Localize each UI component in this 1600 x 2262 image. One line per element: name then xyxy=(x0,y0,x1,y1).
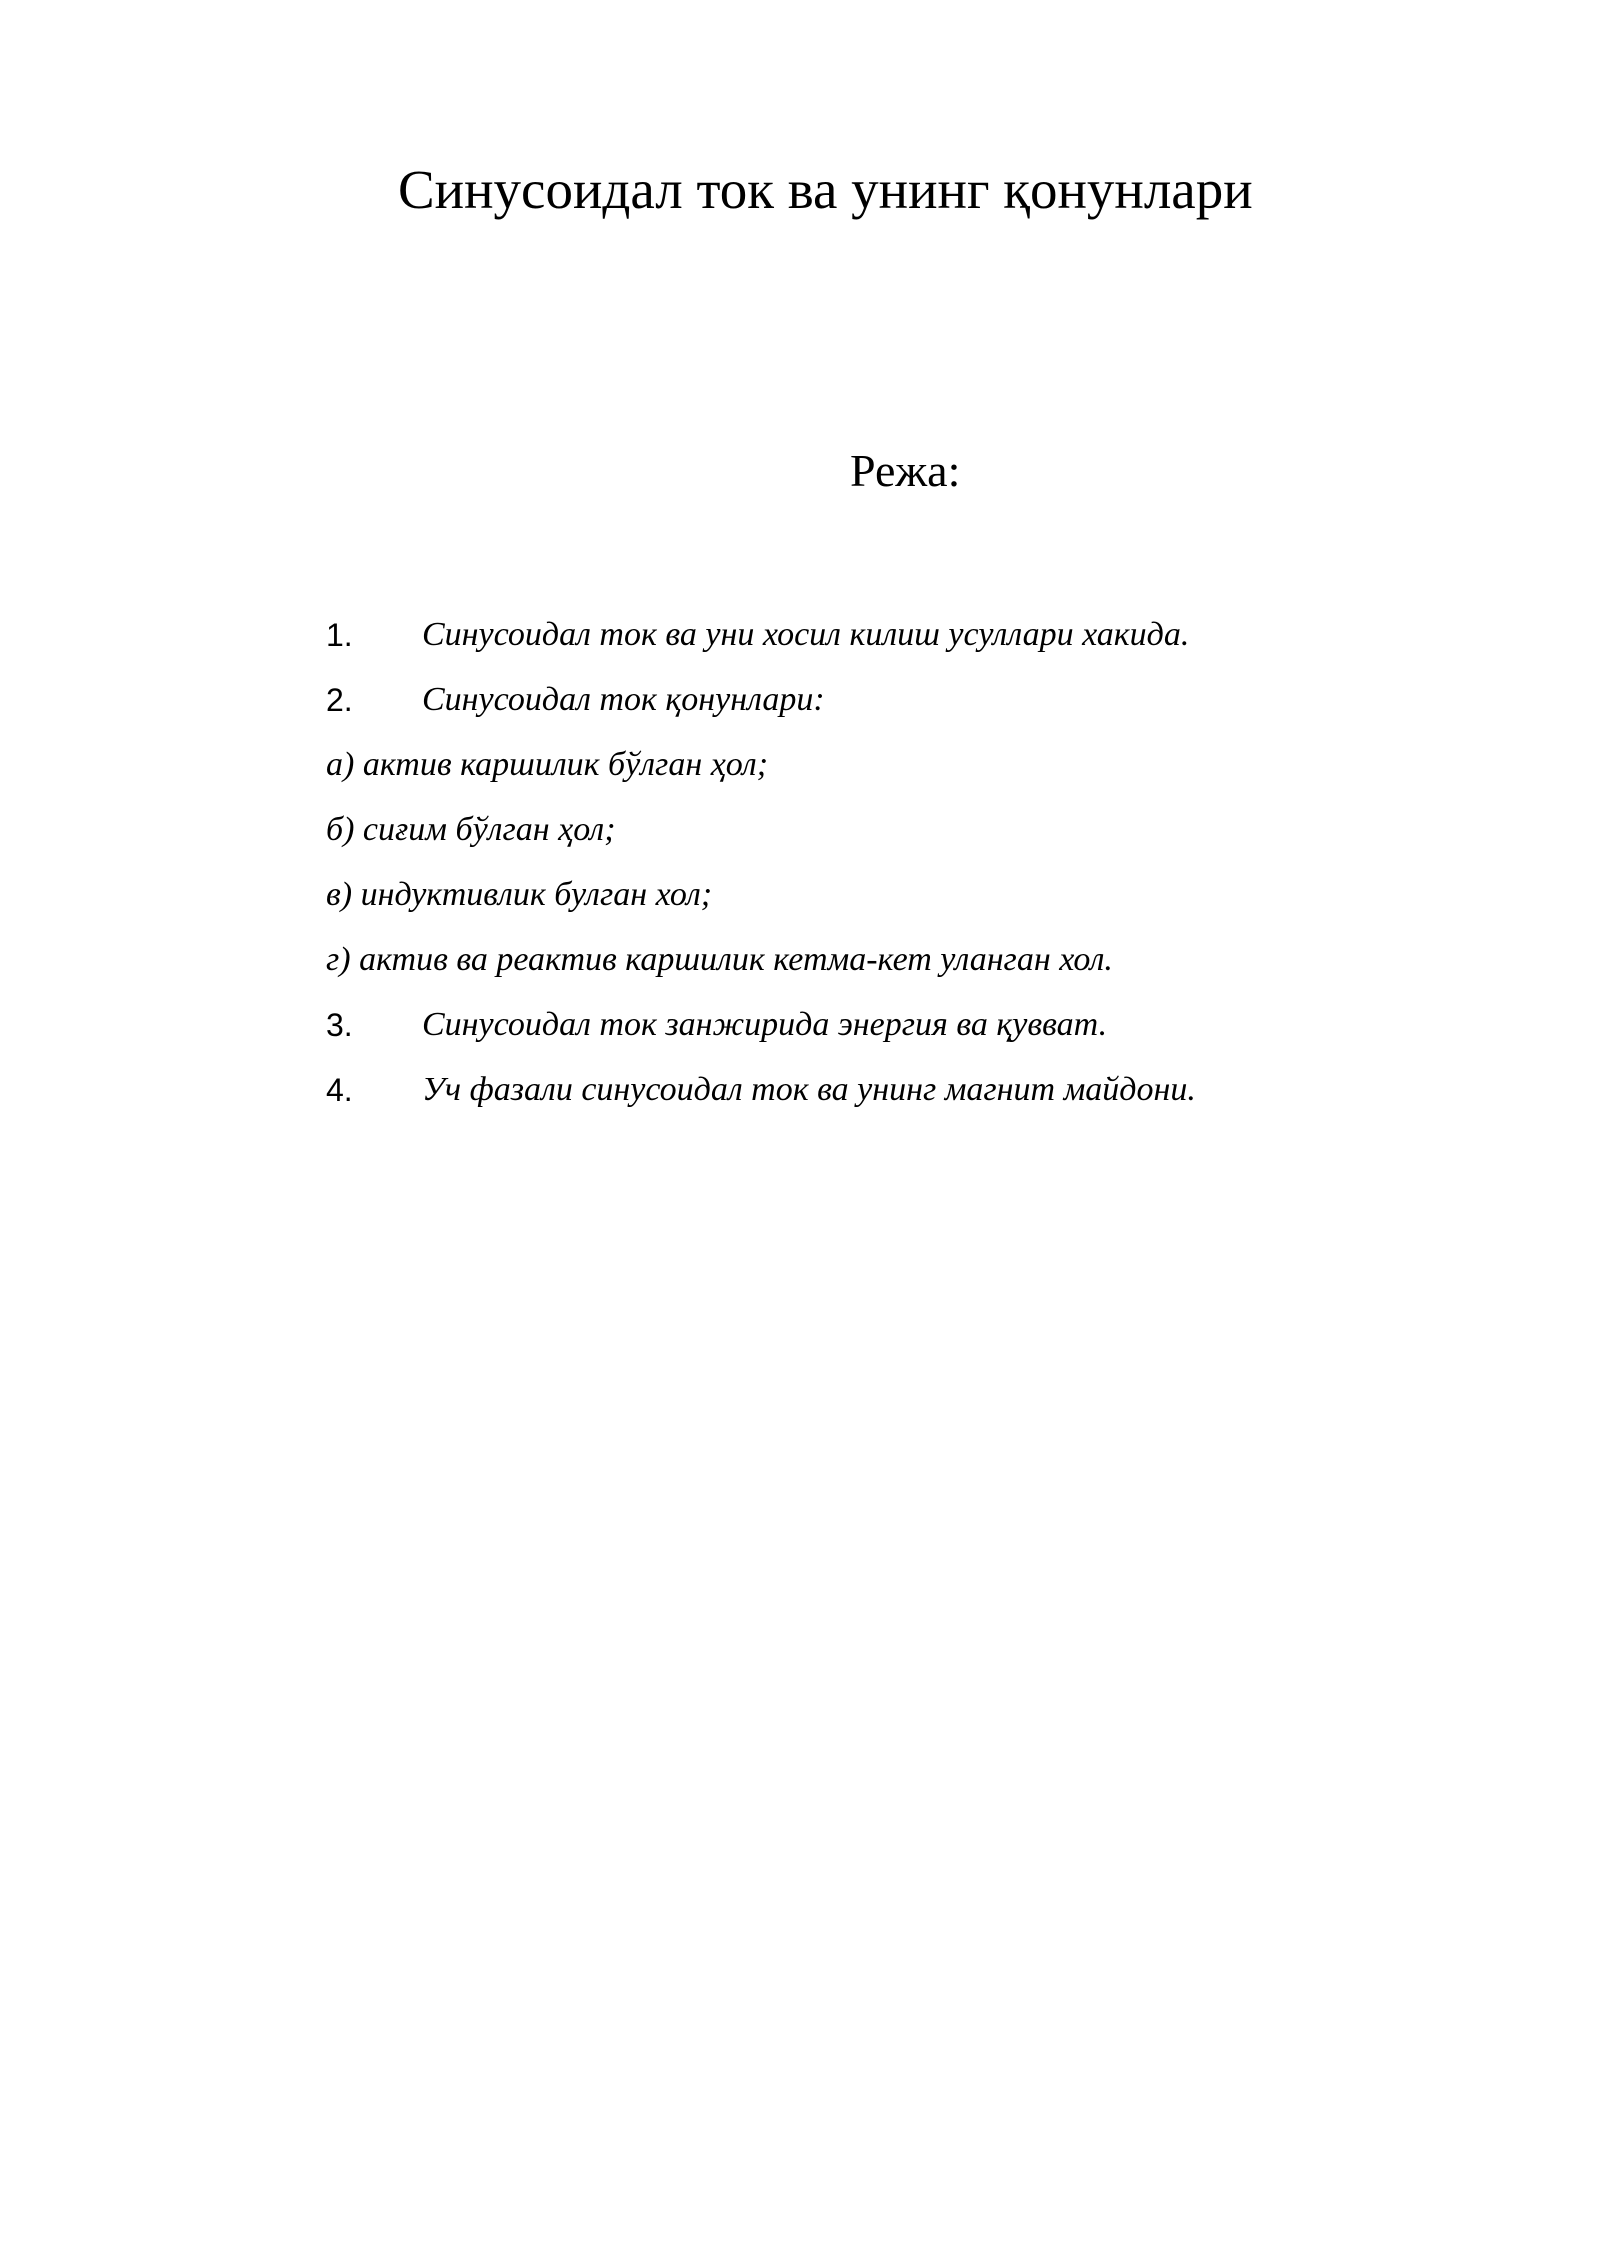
plan-sub-item-b: б) сиғим бўлган ҳол; xyxy=(326,811,616,848)
plan-item-text: Уч фазали синусоидал ток ва унинг магнит майдони. xyxy=(422,1071,1196,1108)
document-title: Синусоидал ток ва унинг қонунлари xyxy=(398,159,1253,220)
plan-item-text: Синусоидал ток занжирида энергия ва қувват. xyxy=(422,1006,1108,1043)
plan-item-number: 1. xyxy=(326,617,353,653)
plan-heading: Режа: xyxy=(850,445,961,496)
plan-item-text: Синусоидал ток ва уни хосил килиш усуллари хакида. xyxy=(422,616,1190,653)
plan-sub-item-a: а) актив каршилик бўлган ҳол; xyxy=(326,746,769,783)
plan-item-text: Синусоидал ток қонунлари: xyxy=(422,681,825,718)
plan-item-number: 3. xyxy=(326,1007,353,1043)
plan-item-number: 2. xyxy=(326,682,353,718)
plan-item-number: 4. xyxy=(326,1072,353,1108)
plan-sub-item-d: г) актив ва реактив каршилик кетма-кет уланган хол. xyxy=(326,941,1113,978)
plan-sub-item-c: в) индуктивлик булган хол; xyxy=(326,876,713,913)
